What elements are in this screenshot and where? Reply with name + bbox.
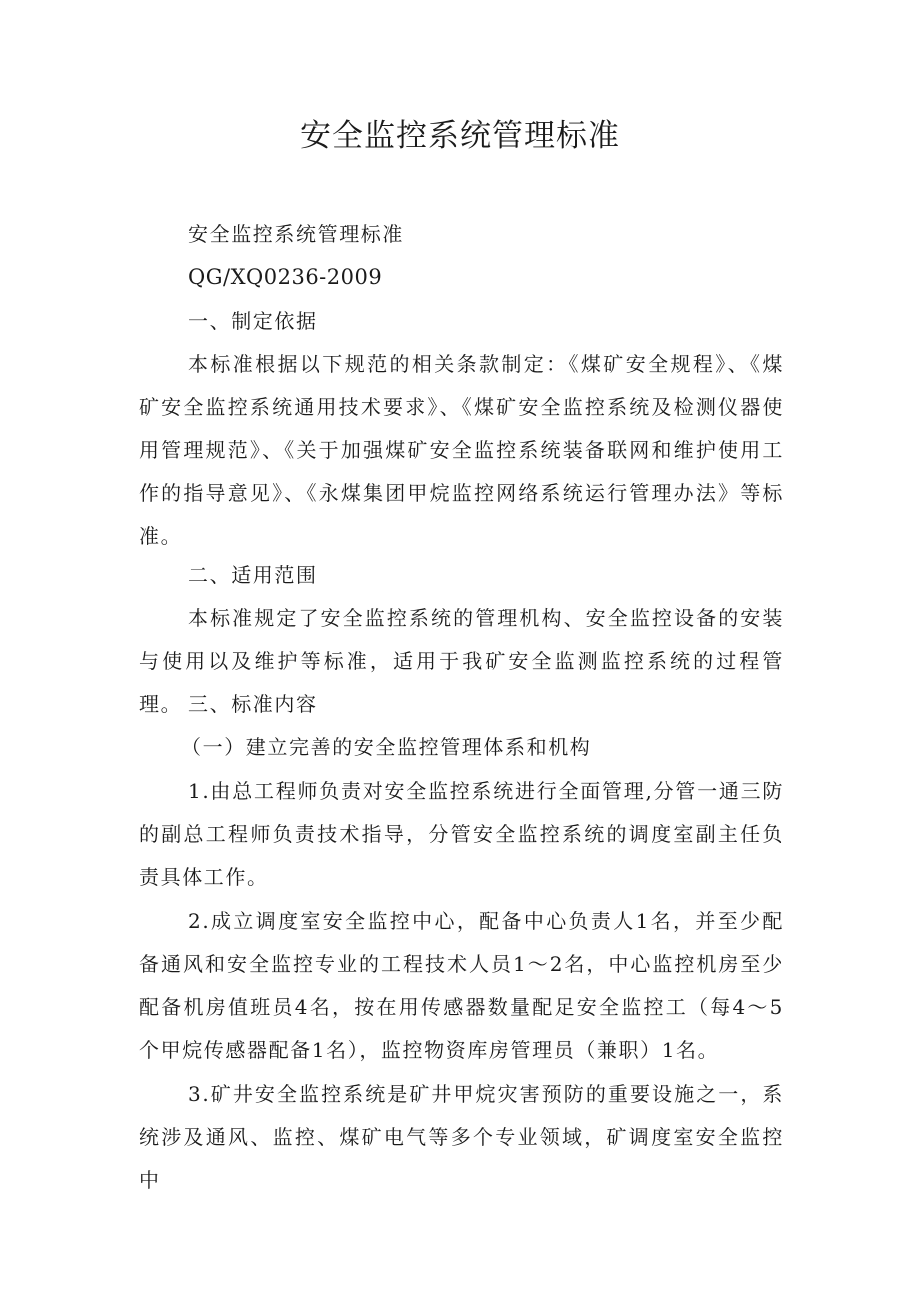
document-title: 安全监控系统管理标准 xyxy=(300,118,620,154)
list-item-2: 2.成立调度室安全监控中心，配备中心负责人1名，并至少配备通风和安全监控专业的工程技术人员1～2名，中心监控机房至少配备机房值班员4名，按在用传感器数量配足安全监控工（每4～5个甲烷传感器配备1名），监控物资库房管理员（兼职）1名。 xyxy=(139,909,784,1062)
section-heading-basis: 一、制定依据 xyxy=(188,309,318,333)
list-item-1: 1.由总工程师负责对安全监控系统进行全面管理,分管一通三防的副总工程师负责技术指导，分管安全监控系统的调度室副主任负责具体工作。 xyxy=(139,779,784,889)
list-item-3: 3.矿井安全监控系统是矿井甲烷灾害预防的重要设施之一，系统涉及通风、监控、煤矿电气等多个专业领域，矿调度室安全监控中 xyxy=(139,1082,784,1192)
section-heading-scope: 二、适用范围 xyxy=(188,563,318,587)
section-body-scope: 本标准规定了安全监控系统的管理机构、安全监控设备的安装与使用以及维护等标准，适用于我矿安全监测监控系统的过程管理。 xyxy=(139,606,784,716)
section-heading-content: 三、标准内容 xyxy=(188,692,318,716)
section-body-basis: 本标准根据以下规范的相关条款制定：《煤矿安全规程》、《煤矿安全监控系统通用技术要求》、《煤矿安全监控系统及检测仪器使用管理规范》、《关于加强煤矿安全监控系统装备联网和维护使用工作的指导意见》、《永煤集团甲烷监控网络系统运行管理办法》等标准。 xyxy=(139,352,784,548)
doc-name: 安全监控系统管理标准 xyxy=(188,222,404,246)
doc-code: QG/XQ0236-2009 xyxy=(188,265,383,289)
subsection-heading-system: （一）建立完善的安全监控管理体系和机构 xyxy=(181,735,592,759)
